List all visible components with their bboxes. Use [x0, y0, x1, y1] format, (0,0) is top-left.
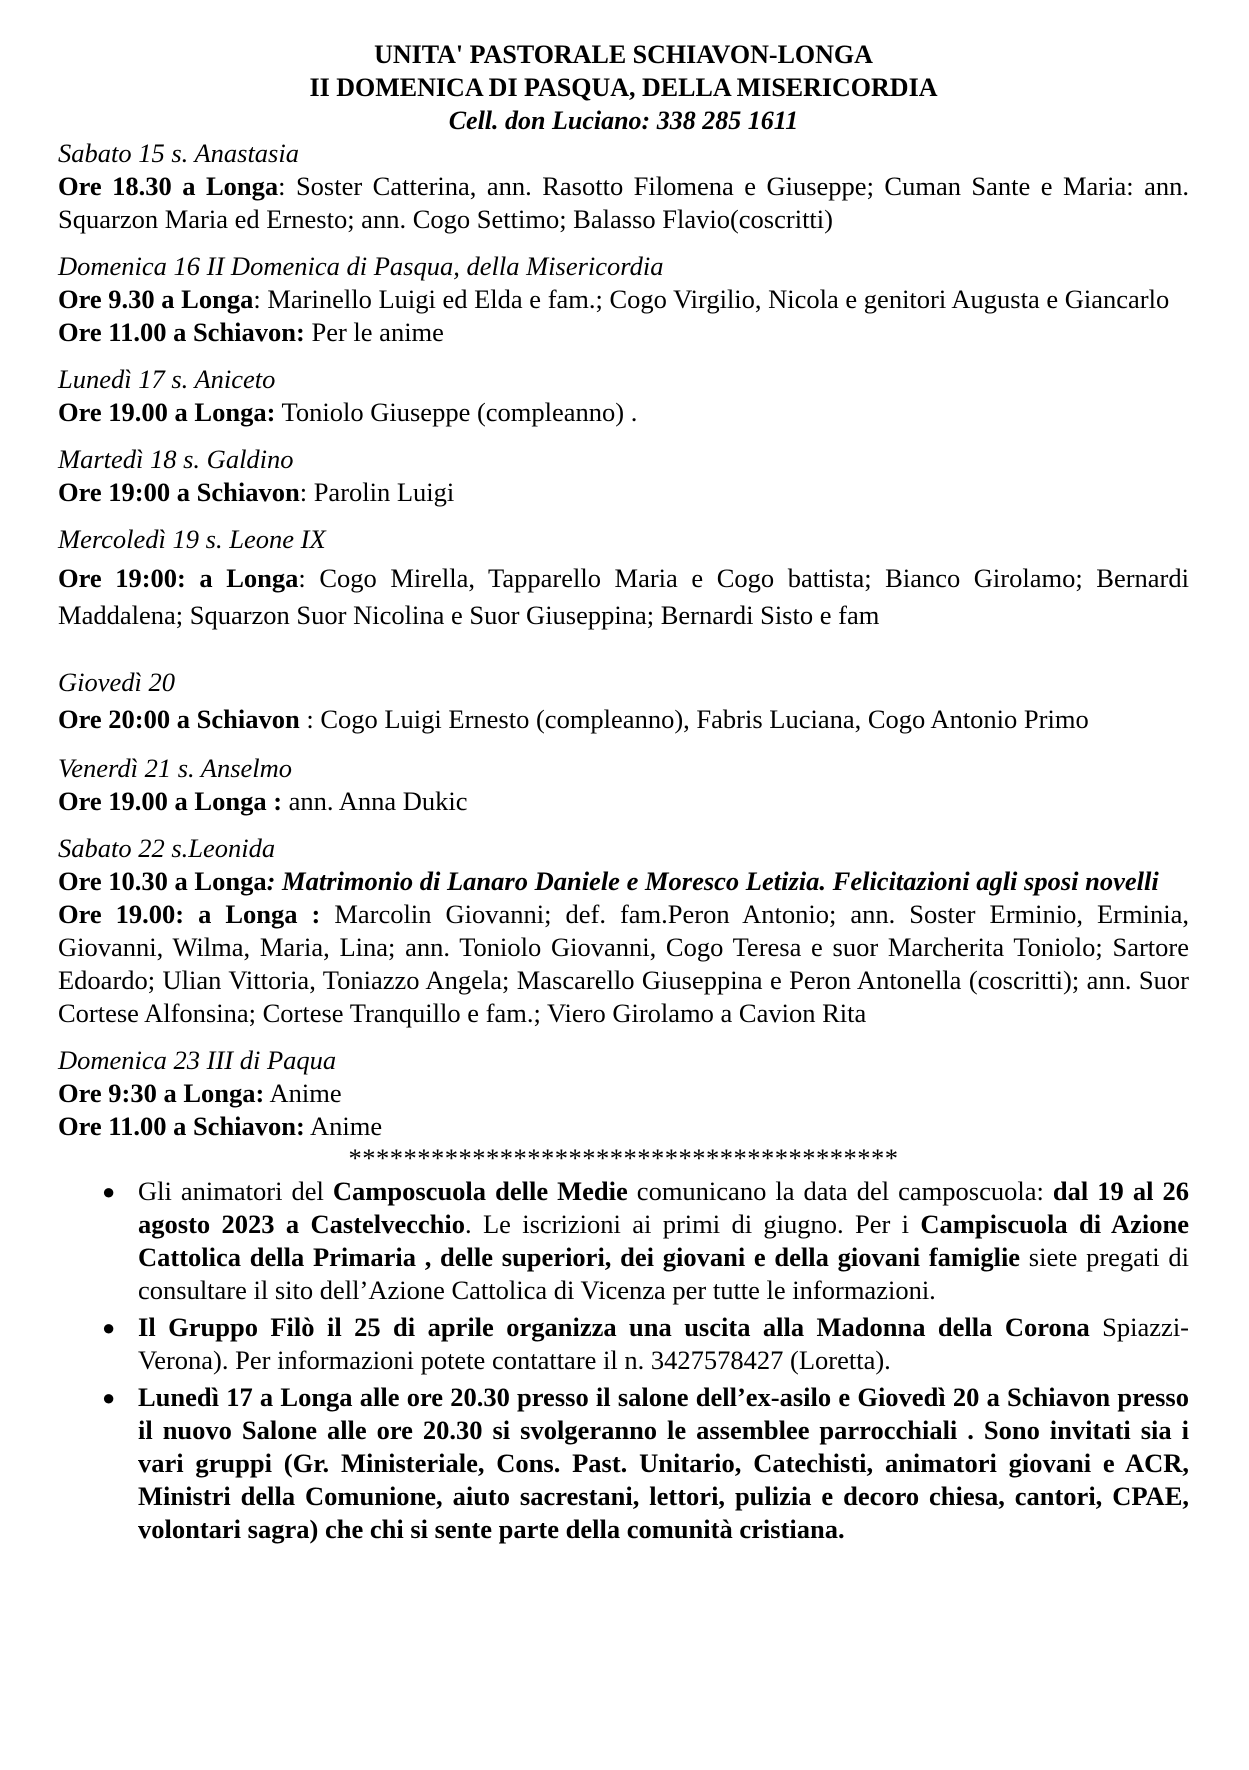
mass-intentions: Per le anime	[304, 317, 444, 347]
mass-time: Ore 18.30 a Longa	[58, 171, 279, 201]
priest-contact: Cell. don Luciano: 338 285 1611	[448, 106, 799, 135]
day-martedi-18	[58, 443, 1189, 509]
day-title: Venerdì 21 s. Anselmo	[58, 753, 293, 783]
sunday-title: II DOMENICA DI PASQUA, DELLA MISERICORDIA	[309, 73, 938, 102]
parish-unit-title: UNITA' PASTORALE SCHIAVON-LONGA	[374, 40, 873, 69]
notices-list	[58, 1175, 1189, 1546]
notice-bold: Il Gruppo Filò il 25 di aprile organizza una uscita alla Madonna della Corona	[138, 1312, 1090, 1342]
day-title: Sabato 15 s. Anastasia	[58, 138, 299, 168]
notice-text: Spiazzi-Verona). Per informazioni potete contattare il n. 3427578427 (Loretta).	[138, 1312, 1190, 1375]
notice-bold: dal 19 al 26 agosto 2023 a Castelvecchio	[138, 1176, 1189, 1239]
mass-time: Ore 19.00 a Longa:	[58, 397, 276, 427]
bulletin-header	[58, 38, 1189, 137]
mass-entry	[58, 1110, 1189, 1143]
mass-entry	[58, 476, 1189, 509]
notice-bold: Campiscuola di Azione Cattolica della Primaria , delle superiori, dei giovani e della giovani famiglie	[138, 1209, 1189, 1272]
day-title: Domenica 16 II Domenica di Pasqua, della Misericordia	[58, 251, 664, 281]
day-domenica-23	[58, 1044, 1189, 1143]
notice-camposcuola	[86, 1175, 1189, 1307]
notice-bold: Lunedì 17 a Longa alle ore 20.30 presso il salone dell’ex-asilo e Giovedì 20 a Schiavon presso il nuovo Salone alle ore 20.30 si svolgeranno le assemblee parrocchiali . Sono invitati sia i vari gruppi (Gr. Ministeriale, Cons. Past. Unitario, Catechisti, animatori giovani e ACR, Ministri della Comunione, aiuto sacrestani, lettori, pulizia e decoro chiesa, cantori, CPAE, volontari sagra) che chi si sente parte della comunità cristiana.	[138, 1382, 1189, 1544]
day-title: Lunedì 17 s. Aniceto	[58, 364, 276, 394]
mass-intentions: ann. Anna Dukic	[282, 786, 468, 816]
mass-time: Ore 9:30 a Longa:	[58, 1078, 265, 1108]
mass-intentions: : Parolin Luigi	[299, 477, 455, 507]
day-title: Mercoledì 19 s. Leone IX	[58, 524, 326, 554]
day-lunedi-17	[58, 363, 1189, 429]
mass-entry-wedding	[58, 865, 1189, 898]
notice-bold: Camposcuola delle Medie	[332, 1176, 628, 1206]
mass-entry	[58, 898, 1189, 1030]
day-venerdi-21	[58, 752, 1189, 818]
day-title: Sabato 22 s.Leonida	[58, 833, 276, 863]
mass-intentions: : Marinello Luigi ed Elda e fam.; Cogo Virgilio, Nicola e genitori Augusta e Giancarlo	[253, 284, 1170, 314]
mass-intentions: Toniolo Giuseppe (compleanno) .	[275, 397, 638, 427]
wedding-announcement: : Matrimonio di Lanaro Daniele e Moresco Letizia. Felicitazioni agli sposi novelli	[266, 866, 1159, 896]
day-sabato-22	[58, 832, 1189, 1030]
mass-time: Ore 11.00 a Schiavon:	[58, 1111, 305, 1141]
mass-intentions: Marcolin Giovanni; def. fam.Peron Antonio; ann. Soster Erminio, Erminia, Giovanni, Wilma, Maria, Lina; ann. Toniolo Giovanni, Cogo Teresa e suor Marcherita Toniolo; Sartore Edoardo; Ulian Vittoria, Toniazzo Angela; Mascarello Giuseppina e Peron Antonella (coscritti); ann. Suor Cortese Alfonsina; Cortese Tranquillo e fam.; Viero Girolamo a Cavion Rita	[58, 899, 1189, 1028]
mass-intentions: Anime	[304, 1111, 383, 1141]
day-giovedi-20	[58, 666, 1189, 736]
mass-entry	[58, 396, 1189, 429]
notice-text: Gli animatori del	[138, 1176, 333, 1206]
notice-gruppo-filo	[86, 1311, 1189, 1377]
mass-intentions: : Cogo Mirella, Tapparello Maria e Cogo battista; Bianco Girolamo; Bernardi Maddalena; Squarzon Suor Nicolina e Suor Giuseppina; Bernardi Sisto e fam	[58, 563, 1189, 630]
mass-intentions: Anime	[264, 1078, 342, 1108]
mass-time: Ore 20:00 a Schiavon	[58, 704, 300, 734]
notice-text: siete pregati di consultare il sito dell’Azione Cattolica di Vicenza per tutte le informazioni.	[138, 1242, 1190, 1305]
bullet-icon: ●	[102, 1385, 116, 1410]
mass-time: Ore 9.30 a Longa	[58, 284, 254, 314]
mass-intentions: : Soster Catterina, ann. Rasotto Filomena e Giuseppe; Cuman Sante e Maria: ann. Squarzon Maria ed Ernesto; ann. Cogo Settimo; Balasso Flavio(coscritti)	[58, 171, 1189, 234]
mass-intentions: : Cogo Luigi Ernesto (compleanno), Fabris Luciana, Cogo Antonio Primo	[299, 704, 1089, 734]
mass-entry	[58, 703, 1189, 736]
mass-entry	[58, 560, 1189, 634]
bullet-icon: ●	[102, 1315, 116, 1340]
notice-assemblee	[86, 1381, 1189, 1546]
day-mercoledi-19	[58, 523, 1189, 634]
day-sabato-15	[58, 137, 1189, 236]
mass-entry	[58, 283, 1189, 316]
mass-entry	[58, 316, 1189, 349]
mass-time: Ore 19:00: a Longa	[58, 563, 299, 593]
mass-time: Ore 10.30 a Longa	[58, 866, 267, 896]
mass-time: Ore 19.00: a Longa :	[58, 899, 321, 929]
mass-entry	[58, 1077, 1189, 1110]
notice-text: . Le iscrizioni ai primi di giugno. Per i	[464, 1209, 921, 1239]
day-title: Domenica 23 III di Paqua	[58, 1045, 337, 1075]
asterisk-separator: ****************************************	[348, 1143, 899, 1173]
day-domenica-16	[58, 250, 1189, 349]
bullet-icon: ●	[102, 1179, 116, 1204]
mass-entry	[58, 170, 1189, 236]
day-title: Martedì 18 s. Galdino	[58, 444, 294, 474]
day-title: Giovedì 20	[58, 667, 176, 697]
mass-time: Ore 19:00 a Schiavon	[58, 477, 300, 507]
notice-text: comunicano la data del camposcuola:	[627, 1176, 1053, 1206]
mass-time: Ore 19.00 a Longa :	[58, 786, 283, 816]
mass-time: Ore 11.00 a Schiavon:	[58, 317, 305, 347]
mass-entry	[58, 785, 1189, 818]
